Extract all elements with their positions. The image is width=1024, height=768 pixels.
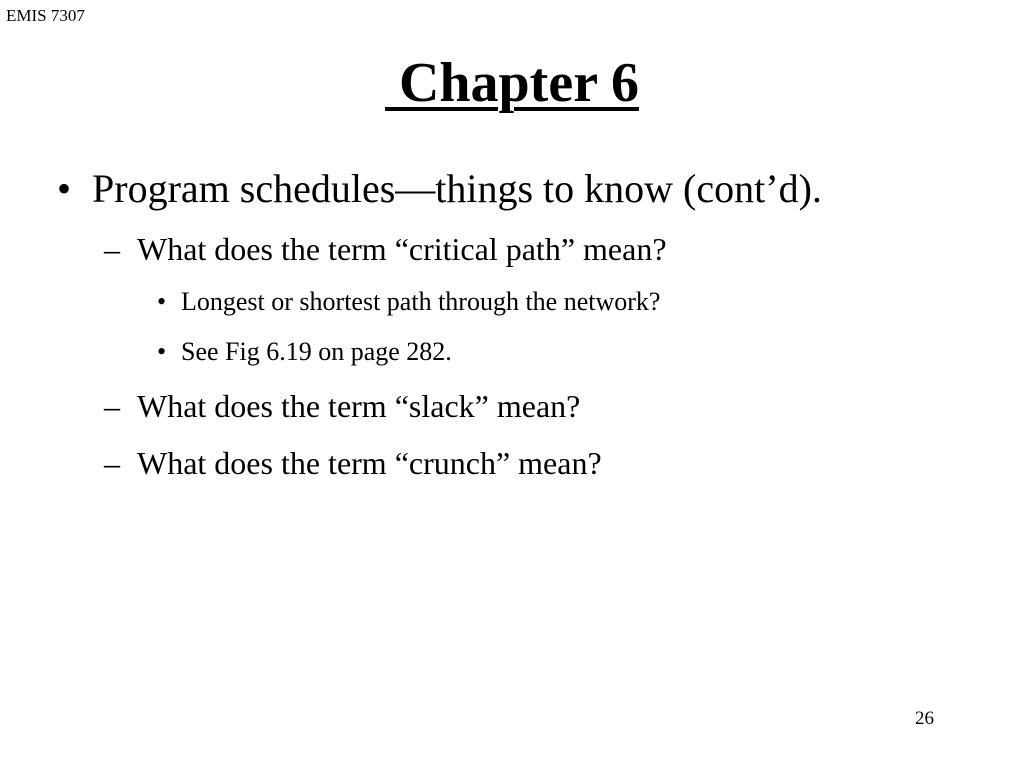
slide-title-text: Chapter 6 [384,52,640,114]
slide-title [0,48,1024,118]
bullet-main-text: Program schedules—things to know (cont’d). [92,166,822,211]
bullet-marker-small: • [157,287,167,316]
bullet-marker: • [57,166,72,211]
sub-sub-bullet-longest-path: Longest or shortest path through the network? [181,287,661,316]
sub-bullet-slack: What does the term “slack” mean? [137,388,581,424]
sub-sub-bullet-see-fig: See Fig 6.19 on page 282. [181,337,452,366]
dash-marker: – [104,388,120,424]
bullet-marker-small: • [157,337,167,366]
sub-bullet-critical-path: What does the term “critical path” mean? [137,231,667,267]
sub-bullet-crunch: What does the term “crunch” mean? [137,445,602,481]
page-number: 26 [915,708,934,729]
course-label: EMIS 7307 [6,6,85,25]
dash-marker: – [104,231,120,267]
dash-marker: – [104,445,120,481]
